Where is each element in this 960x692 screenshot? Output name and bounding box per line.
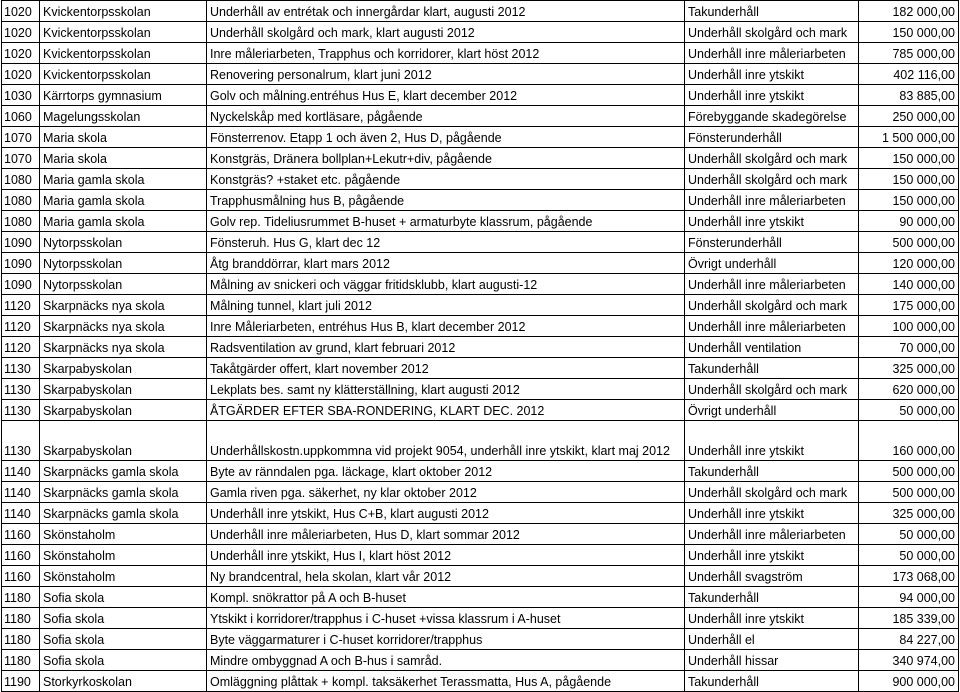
table-row	[2, 127, 959, 148]
code-cell: 1180	[2, 608, 40, 629]
category-cell: Underhåll inre ytskikt	[685, 545, 859, 566]
amount-cell: 140 000,00	[859, 274, 959, 295]
school-cell: Nytorpsskolan	[40, 253, 207, 274]
description-cell: Kompl. snökrattor på A och B-huset	[207, 587, 685, 608]
code-cell: 1130	[2, 421, 40, 461]
table-row	[2, 650, 959, 671]
code-cell: 1080	[2, 169, 40, 190]
category-cell: Underhåll inre måleriarbeten	[685, 43, 859, 64]
amount-cell: 325 000,00	[859, 503, 959, 524]
school-cell: Skönstaholm	[40, 566, 207, 587]
amount-cell: 500 000,00	[859, 461, 959, 482]
code-cell: 1160	[2, 566, 40, 587]
description-cell: Mindre ombyggnad A och B-hus i samråd.	[207, 650, 685, 671]
amount-cell: 182 000,00	[859, 1, 959, 22]
code-cell: 1060	[2, 106, 40, 127]
table-row	[2, 148, 959, 169]
school-cell: Maria gamla skola	[40, 169, 207, 190]
amount-cell: 84 227,00	[859, 629, 959, 650]
code-cell: 1140	[2, 503, 40, 524]
school-cell: Kvickentorpsskolan	[40, 43, 207, 64]
description-cell: Underhåll inre ytskikt, Hus I, klart höst 2012	[207, 545, 685, 566]
description-cell: Takåtgärder offert, klart november 2012	[207, 358, 685, 379]
maintenance-table	[1, 0, 959, 692]
table-row	[2, 482, 959, 503]
description-cell: Fönsteruh. Hus G, klart dec 12	[207, 232, 685, 253]
amount-cell: 250 000,00	[859, 106, 959, 127]
school-cell: Skarpnäcks nya skola	[40, 337, 207, 358]
table-row	[2, 169, 959, 190]
amount-cell: 500 000,00	[859, 232, 959, 253]
code-cell: 1140	[2, 482, 40, 503]
amount-cell: 150 000,00	[859, 169, 959, 190]
table-row	[2, 587, 959, 608]
table-row	[2, 566, 959, 587]
description-cell: Konstgräs, Dränera bollplan+Lekutr+div, pågående	[207, 148, 685, 169]
category-cell: Underhåll skolgård och mark	[685, 295, 859, 316]
table-row	[2, 524, 959, 545]
table-row	[2, 421, 959, 461]
code-cell: 1130	[2, 379, 40, 400]
school-cell: Skarpnäcks gamla skola	[40, 461, 207, 482]
category-cell: Underhåll inre ytskikt	[685, 64, 859, 85]
code-cell: 1020	[2, 43, 40, 64]
category-cell: Underhåll skolgård och mark	[685, 379, 859, 400]
table-row	[2, 316, 959, 337]
category-cell: Underhåll inre ytskikt	[685, 85, 859, 106]
code-cell: 1120	[2, 316, 40, 337]
code-cell: 1180	[2, 629, 40, 650]
table-row	[2, 232, 959, 253]
school-cell: Magelungsskolan	[40, 106, 207, 127]
code-cell: 1020	[2, 64, 40, 85]
description-cell: Ny brandcentral, hela skolan, klart vår 2012	[207, 566, 685, 587]
description-cell: Omläggning plåttak + kompl. taksäkerhet Terassmatta, Hus A, pågående	[207, 671, 685, 692]
code-cell: 1070	[2, 148, 40, 169]
description-cell: Byte av ränndalen pga. läckage, klart oktober 2012	[207, 461, 685, 482]
amount-cell: 120 000,00	[859, 253, 959, 274]
category-cell: Fönsterunderhåll	[685, 127, 859, 148]
table-row	[2, 379, 959, 400]
amount-cell: 90 000,00	[859, 211, 959, 232]
table-row	[2, 400, 959, 421]
school-cell: Maria gamla skola	[40, 190, 207, 211]
category-cell: Underhåll ventilation	[685, 337, 859, 358]
table-row	[2, 461, 959, 482]
table-row	[2, 629, 959, 650]
amount-cell: 1 500 000,00	[859, 127, 959, 148]
description-cell: ÅTGÄRDER EFTER SBA-RONDERING, KLART DEC. 2012	[207, 400, 685, 421]
code-cell: 1020	[2, 22, 40, 43]
description-cell: Ytskikt i korridorer/trapphus i C-huset +vissa klassrum i A-huset	[207, 608, 685, 629]
category-cell: Underhåll skolgård och mark	[685, 22, 859, 43]
code-cell: 1070	[2, 127, 40, 148]
category-cell: Underhåll inre måleriarbeten	[685, 316, 859, 337]
school-cell: Nytorpsskolan	[40, 232, 207, 253]
category-cell: Underhåll inre ytskikt	[685, 421, 859, 461]
school-cell: Maria skola	[40, 148, 207, 169]
table-row	[2, 190, 959, 211]
table-row	[2, 211, 959, 232]
category-cell: Övrigt underhåll	[685, 400, 859, 421]
amount-cell: 150 000,00	[859, 148, 959, 169]
description-cell: Golv och målning.entréhus Hus E, klart december 2012	[207, 85, 685, 106]
school-cell: Skönstaholm	[40, 545, 207, 566]
category-cell: Underhåll skolgård och mark	[685, 169, 859, 190]
amount-cell: 500 000,00	[859, 482, 959, 503]
amount-cell: 175 000,00	[859, 295, 959, 316]
code-cell: 1080	[2, 190, 40, 211]
amount-cell: 340 974,00	[859, 650, 959, 671]
description-cell: Underhåll skolgård och mark, klart augusti 2012	[207, 22, 685, 43]
school-cell: Maria skola	[40, 127, 207, 148]
description-cell: Trapphusmålning hus B, pågående	[207, 190, 685, 211]
category-cell: Takunderhåll	[685, 671, 859, 692]
code-cell: 1130	[2, 358, 40, 379]
school-cell: Kvickentorpsskolan	[40, 1, 207, 22]
table-row	[2, 85, 959, 106]
school-cell: Skarpabyskolan	[40, 358, 207, 379]
school-cell: Skarpnäcks nya skola	[40, 316, 207, 337]
category-cell: Underhåll inre ytskikt	[685, 608, 859, 629]
school-cell: Sofia skola	[40, 650, 207, 671]
table-row	[2, 253, 959, 274]
table-row	[2, 1, 959, 22]
description-cell: Underhåll av entrétak och innergårdar klart, augusti 2012	[207, 1, 685, 22]
category-cell: Underhåll skolgård och mark	[685, 148, 859, 169]
amount-cell: 900 000,00	[859, 671, 959, 692]
amount-cell: 173 068,00	[859, 566, 959, 587]
amount-cell: 83 885,00	[859, 85, 959, 106]
table-row	[2, 106, 959, 127]
code-cell: 1160	[2, 524, 40, 545]
category-cell: Underhåll inre måleriarbeten	[685, 524, 859, 545]
amount-cell: 94 000,00	[859, 587, 959, 608]
amount-cell: 150 000,00	[859, 190, 959, 211]
description-cell: Byte väggarmaturer i C-huset korridorer/trapphus	[207, 629, 685, 650]
school-cell: Maria gamla skola	[40, 211, 207, 232]
table-row	[2, 671, 959, 692]
school-cell: Skarpnäcks gamla skola	[40, 482, 207, 503]
school-cell: Kvickentorpsskolan	[40, 22, 207, 43]
table-row	[2, 43, 959, 64]
table-row	[2, 337, 959, 358]
amount-cell: 150 000,00	[859, 22, 959, 43]
table-row	[2, 358, 959, 379]
description-cell: Målning av snickeri och väggar fritidsklubb, klart augusti-12	[207, 274, 685, 295]
school-cell: Storkyrkoskolan	[40, 671, 207, 692]
school-cell: Skarpabyskolan	[40, 421, 207, 461]
code-cell: 1020	[2, 1, 40, 22]
code-cell: 1140	[2, 461, 40, 482]
category-cell: Underhåll hissar	[685, 650, 859, 671]
school-cell: Skarpnäcks gamla skola	[40, 503, 207, 524]
table-row	[2, 22, 959, 43]
code-cell: 1120	[2, 295, 40, 316]
description-cell: Underhållskostn.uppkommna vid projekt 9054, underhåll inre ytskikt, klart maj 2012	[207, 421, 685, 461]
school-cell: Nytorpsskolan	[40, 274, 207, 295]
code-cell: 1090	[2, 232, 40, 253]
description-cell: Radsventilation av grund, klart februari 2012	[207, 337, 685, 358]
description-cell: Underhåll inre måleriarbeten, Hus D, klart sommar 2012	[207, 524, 685, 545]
table-row	[2, 545, 959, 566]
description-cell: Lekplats bes. samt ny klätterställning, klart augusti 2012	[207, 379, 685, 400]
description-cell: Underhåll inre ytskikt, Hus C+B, klart augusti 2012	[207, 503, 685, 524]
description-cell: Renovering personalrum, klart juni 2012	[207, 64, 685, 85]
description-cell: Fönsterrenov. Etapp 1 och även 2, Hus D, pågående	[207, 127, 685, 148]
amount-cell: 402 116,00	[859, 64, 959, 85]
category-cell: Takunderhåll	[685, 358, 859, 379]
description-cell: Konstgräs? +staket etc. pågående	[207, 169, 685, 190]
category-cell: Underhåll inre måleriarbeten	[685, 274, 859, 295]
category-cell: Underhåll inre ytskikt	[685, 503, 859, 524]
table-row	[2, 274, 959, 295]
amount-cell: 50 000,00	[859, 545, 959, 566]
code-cell: 1090	[2, 253, 40, 274]
table-row	[2, 608, 959, 629]
code-cell: 1180	[2, 650, 40, 671]
category-cell: Underhåll inre måleriarbeten	[685, 190, 859, 211]
code-cell: 1120	[2, 337, 40, 358]
category-cell: Takunderhåll	[685, 587, 859, 608]
amount-cell: 620 000,00	[859, 379, 959, 400]
amount-cell: 160 000,00	[859, 421, 959, 461]
amount-cell: 100 000,00	[859, 316, 959, 337]
category-cell: Takunderhåll	[685, 461, 859, 482]
school-cell: Skönstaholm	[40, 524, 207, 545]
table-row	[2, 64, 959, 85]
school-cell: Skarpabyskolan	[40, 379, 207, 400]
school-cell: Skarpnäcks nya skola	[40, 295, 207, 316]
table-row	[2, 295, 959, 316]
amount-cell: 50 000,00	[859, 400, 959, 421]
description-cell: Golv rep. Tideliusrummet B-huset + armaturbyte klassrum, pågående	[207, 211, 685, 232]
school-cell: Kvickentorpsskolan	[40, 64, 207, 85]
category-cell: Övrigt underhåll	[685, 253, 859, 274]
table-row	[2, 503, 959, 524]
category-cell: Underhåll svagström	[685, 566, 859, 587]
school-cell: Kärrtorps gymnasium	[40, 85, 207, 106]
amount-cell: 185 339,00	[859, 608, 959, 629]
description-cell: Gamla riven pga. säkerhet, ny klar oktober 2012	[207, 482, 685, 503]
description-cell: Nyckelskåp med kortläsare, pågående	[207, 106, 685, 127]
category-cell: Fönsterunderhåll	[685, 232, 859, 253]
amount-cell: 325 000,00	[859, 358, 959, 379]
school-cell: Sofia skola	[40, 587, 207, 608]
code-cell: 1090	[2, 274, 40, 295]
category-cell: Takunderhåll	[685, 1, 859, 22]
code-cell: 1130	[2, 400, 40, 421]
code-cell: 1180	[2, 587, 40, 608]
code-cell: 1080	[2, 211, 40, 232]
code-cell: 1160	[2, 545, 40, 566]
description-cell: Inre Måleriarbeten, entréhus Hus B, klart december 2012	[207, 316, 685, 337]
amount-cell: 50 000,00	[859, 524, 959, 545]
school-cell: Sofia skola	[40, 629, 207, 650]
school-cell: Skarpabyskolan	[40, 400, 207, 421]
amount-cell: 785 000,00	[859, 43, 959, 64]
table-body	[2, 1, 959, 692]
category-cell: Underhåll el	[685, 629, 859, 650]
category-cell: Underhåll inre ytskikt	[685, 211, 859, 232]
amount-cell: 70 000,00	[859, 337, 959, 358]
code-cell: 1030	[2, 85, 40, 106]
category-cell: Underhåll skolgård och mark	[685, 482, 859, 503]
description-cell: Inre måleriarbeten, Trapphus och korridorer, klart höst 2012	[207, 43, 685, 64]
code-cell: 1190	[2, 671, 40, 692]
category-cell: Förebyggande skadegörelse	[685, 106, 859, 127]
description-cell: Åtg branddörrar, klart mars 2012	[207, 253, 685, 274]
description-cell: Målning tunnel, klart juli 2012	[207, 295, 685, 316]
school-cell: Sofia skola	[40, 608, 207, 629]
